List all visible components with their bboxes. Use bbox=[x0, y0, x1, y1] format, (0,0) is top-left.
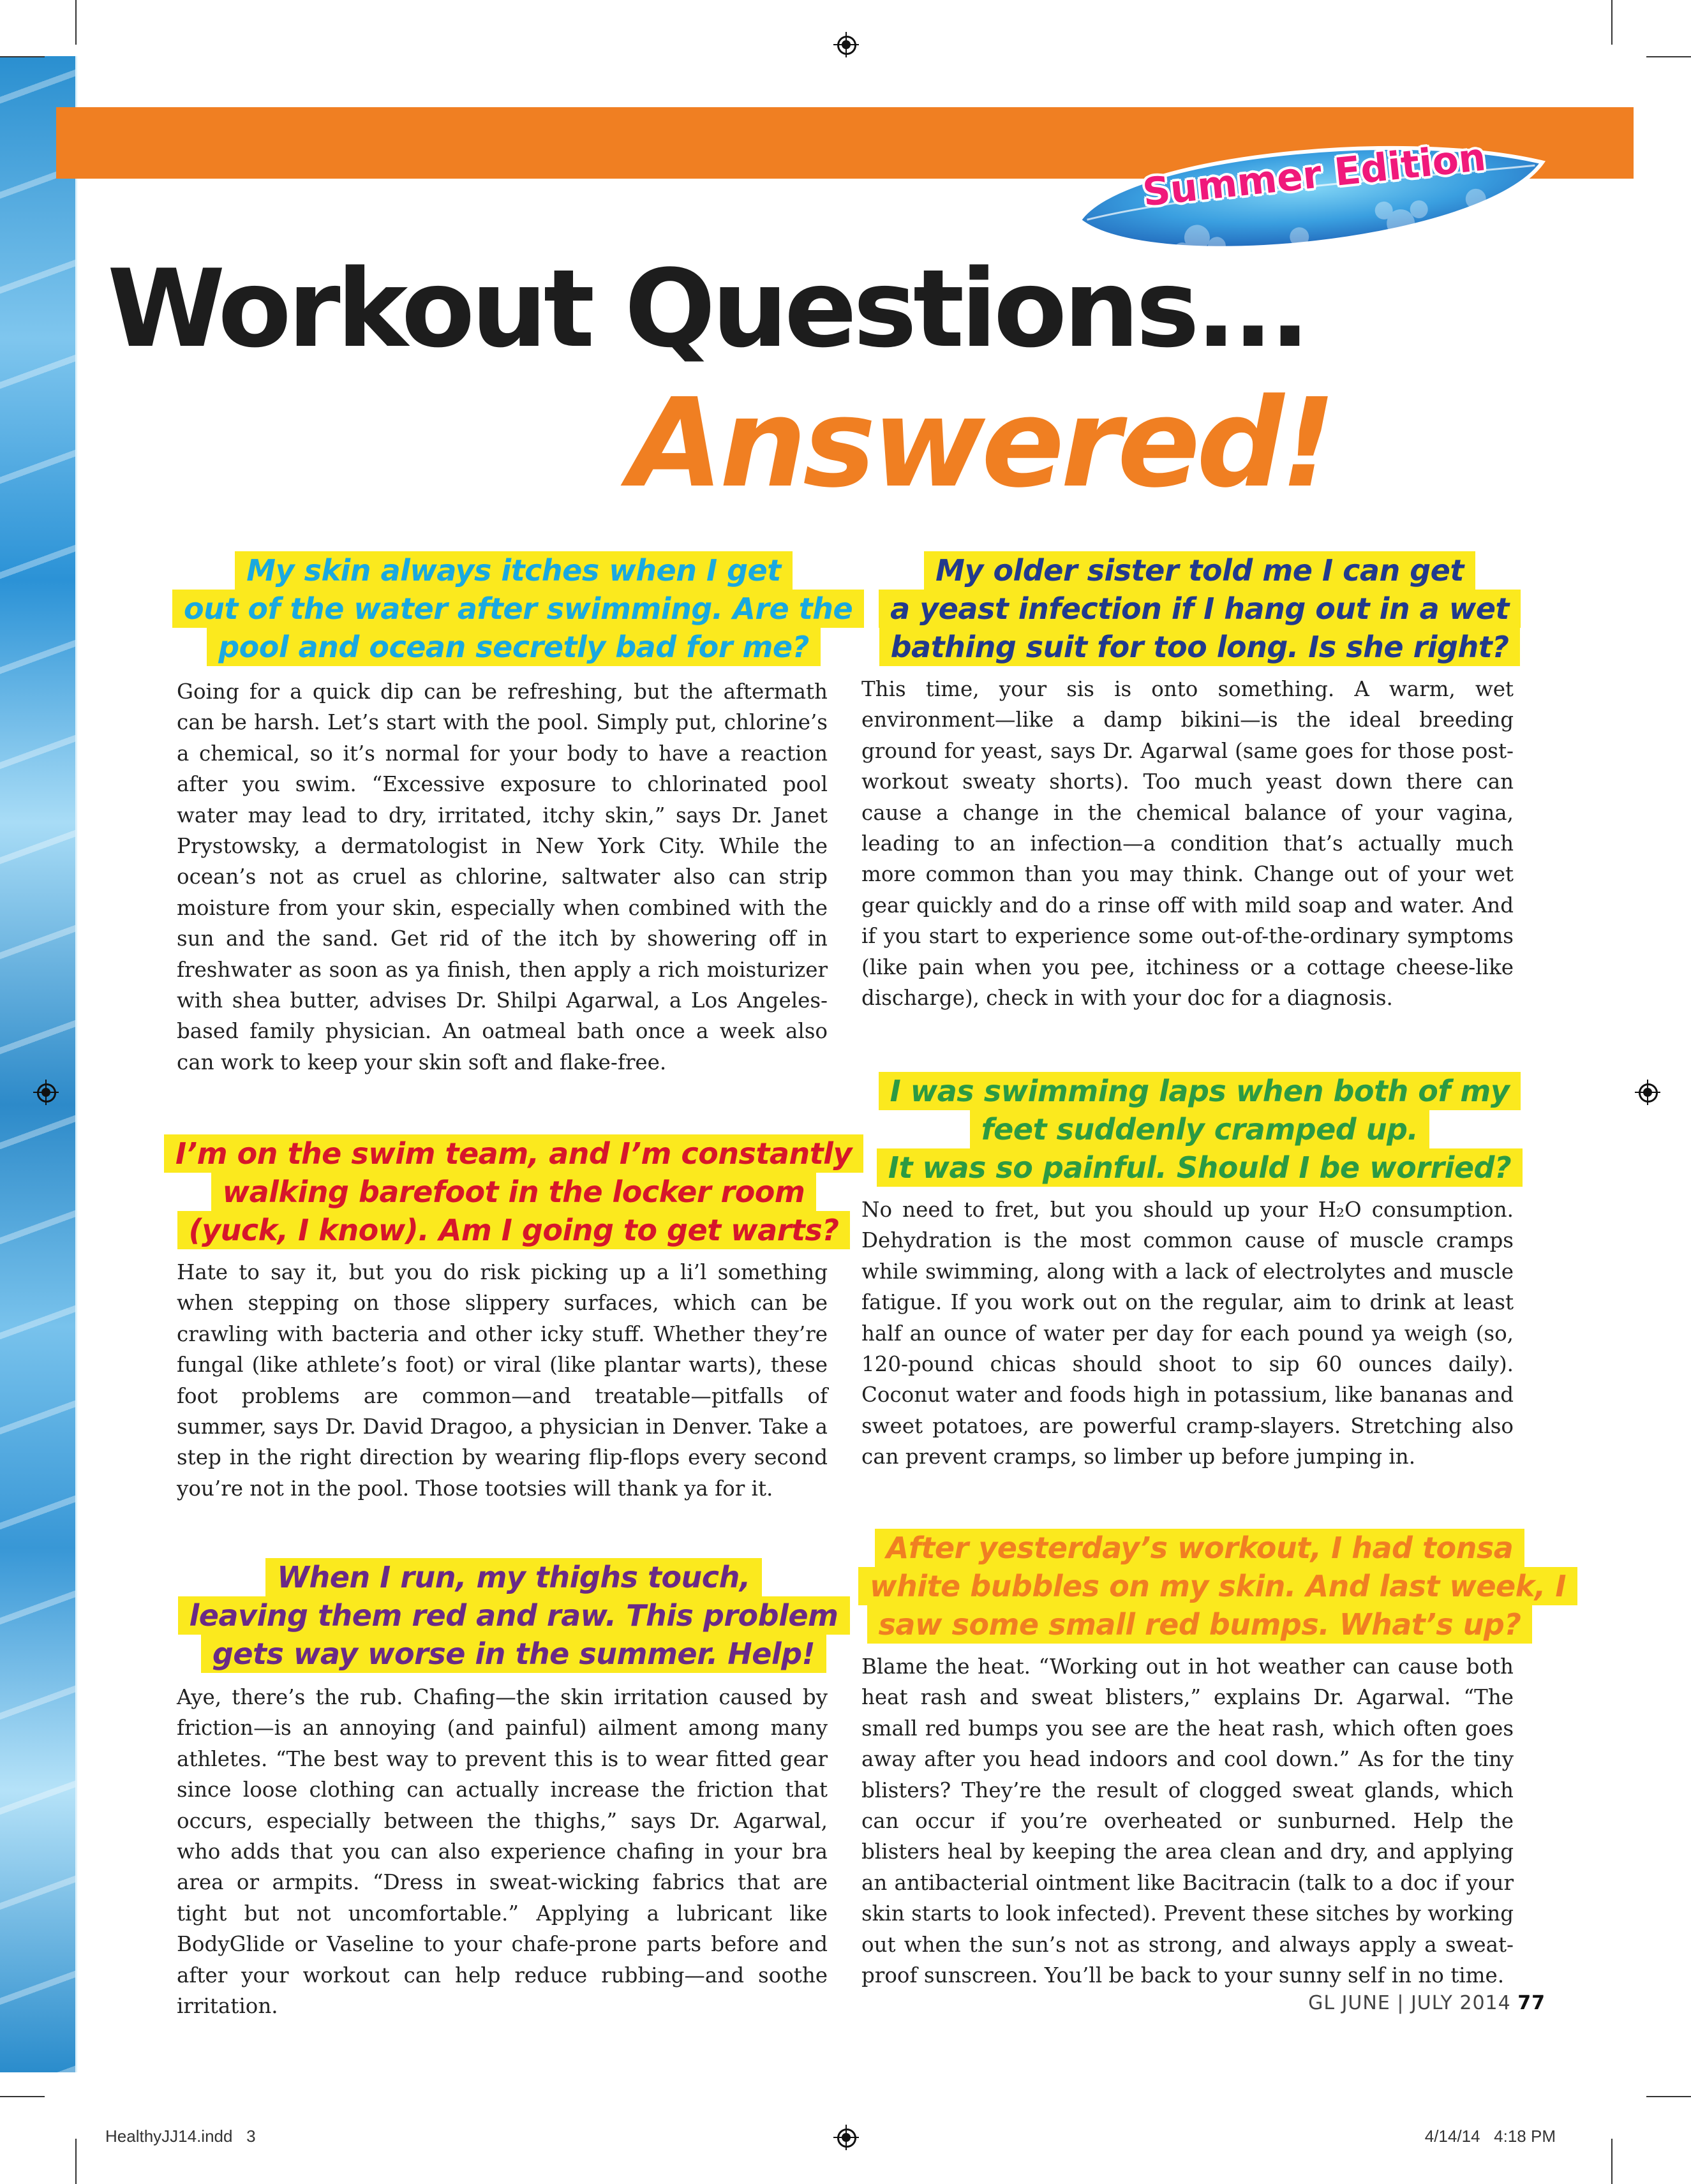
crop-mark bbox=[75, 0, 77, 45]
page-title: Workout Questions... bbox=[107, 246, 1307, 371]
answer-paragraph: Blame the heat. “Working out in hot weather can cause both heat rash and sweat blisters,” explains Dr. Agarwal. “The small red bumps you see are the heat rash, which often goes away after you head indoors and cool down.” As for the tiny blisters? They’re the result of clogged sweat glands, which can occur if you’re overheated or sunburned. Help the blisters heal by keeping the area clean and dry, and applying an antibacterial ointment like Bacitracin (talk to a doc if your skin starts to look infected). Prevent these sitches by working out when the sun’s not as strong, and always apply a sweat-proof sunscreen. You’ll be back to your sunny self in no time. bbox=[861, 1654, 1514, 1988]
print-slug-date: 4/14/14 4:18 PM bbox=[1424, 2127, 1556, 2146]
question-heading: I’m on the swim team, and I’m constantly walking barefoot in the locker room (yuck, I know). Am I going to get warts? bbox=[156, 1134, 871, 1249]
question-heading: After yesterday’s workout, I had tonsa white bubbles on my skin. And last week, I saw some small red bumps. What’s up? bbox=[858, 1529, 1541, 1644]
answer-paragraph: This time, your sis is onto something. A warm, wet environment—like a damp bikini—is the ideal breeding ground for yeast, says Dr. Agarwal (same goes for those post-workout sweaty shorts). Too much yeast down there can cause a change in the chemical balance of your vagina, leading to an infection—a condition that’s actually much more common than you may think. Change out of your wet gear quickly and do a rinse off with mild soap and water. And if you start to experience some out-of-the-ordinary symptoms (like pain when you pee, itchiness or a cottage cheese-like discharge), check in with your doc for a diagnosis. bbox=[861, 677, 1514, 1011]
answer-paragraph: Hate to say it, but you do risk picking up a li’l something when stepping on those slippery surfaces, which can be crawling with bacteria and other icky stuff. Whether they’re fungal (like athlete’s foot) or viral (like plantar warts), these foot problems are common—and treatable—pitfalls of summer, says Dr. David Dragoo, a physician in Denver. Take a step in the right direction by wearing flip-flops every second you’re not in the pool. Those tootsies will thank ya for it. bbox=[177, 1260, 828, 1501]
registration-mark-icon bbox=[1635, 1080, 1660, 1105]
question-heading: I was swimming laps when both of my feet suddenly cramped up. It was so painful. Should I be worried? bbox=[865, 1072, 1535, 1187]
question-heading: My skin always itches when I get out of the water after swimming. Are the pool and ocean secretly bad for me? bbox=[172, 551, 855, 666]
question-heading: When I run, my thighs touch, leaving them red and raw. This problem gets way worse in the summer. Help! bbox=[172, 1558, 855, 1673]
registration-mark-icon bbox=[833, 32, 859, 57]
crop-mark bbox=[0, 2096, 45, 2097]
page-number: 77 bbox=[1517, 1992, 1546, 2014]
answer-paragraph: Going for a quick dip can be refreshing, but the aftermath can be harsh. Let’s start with the pool. Simply put, chlorine’s a chemical, so it’s normal for your body to have a reaction after you swim. “Excessive exposure to chlorinated pool water may lead to dry, irritated, itchy skin,” says Dr. Janet Prystowsky, a dermatologist in New York City. While the ocean’s not as cruel as chlorine, saltwater also can strip moisture from your skin, especially when combined with the sun and the sand. Get rid of the itch by showering off in freshwater as soon as ya finish, then apply a rich moisturizer with shea butter, advises Dr. Shilpi Agarwal, a Los Angeles-based family physician. An oatmeal bath once a week also can work to keep your skin soft and flake-free. bbox=[177, 680, 828, 1074]
crop-mark bbox=[1646, 2096, 1691, 2097]
crop-mark bbox=[75, 2139, 77, 2184]
badge-label: Summer Edition bbox=[1140, 135, 1488, 216]
answer-paragraph: Aye, there’s the rub. Chafing—the skin irritation caused by friction—is an annoying (and painful) ailment among many athletes. “The best way to prevent this is to wear fitted gear since loose clothing can actually increase the friction that occurs, especially between the thighs,” says Dr. Agarwal, who adds that you can also experience chafing in your bra area or armpits. “Dress in sweat-wicking fabrics that are tight but not uncomfortable.” Applying a lubricant like BodyGlide or Vaseline to your chafe-prone parts before and after your workout can help reduce rubbing—and soothe irritation. bbox=[177, 1685, 828, 2019]
print-slug-file: HealthyJJ14.indd 3 bbox=[105, 2127, 256, 2146]
crop-mark bbox=[1646, 56, 1691, 57]
water-photo-strip bbox=[0, 56, 77, 2072]
question-heading: My older sister told me I can get a yeast infection if I hang out in a wet bathing suit for too long. Is she right? bbox=[865, 551, 1535, 666]
crop-mark bbox=[1611, 2139, 1613, 2184]
crop-mark bbox=[1611, 0, 1613, 45]
page-folio bbox=[1308, 1992, 1546, 2014]
registration-mark-icon bbox=[33, 1080, 59, 1105]
crop-mark bbox=[0, 56, 45, 57]
registration-mark-icon bbox=[833, 2125, 859, 2150]
page-subtitle: Answered! bbox=[629, 373, 1333, 515]
answer-paragraph: No need to fret, but you should up your H₂O consumption. Dehydration is the most common cause of muscle cramps while swimming, along with a lack of electrolytes and muscle fatigue. If you work out on the regular, aim to drink at least half an ounce of water per day for each pound ya weigh (so, 120-pound chicas should shoot to sip 60 ounces daily). Coconut water and foods high in potassium, like bananas and sweet potatoes, are powerful cramp-slayers. Stretching also can prevent cramps, so limber up before jumping in. bbox=[861, 1198, 1514, 1469]
issue-label: GL JUNE | JULY 2014 bbox=[1308, 1992, 1511, 2014]
